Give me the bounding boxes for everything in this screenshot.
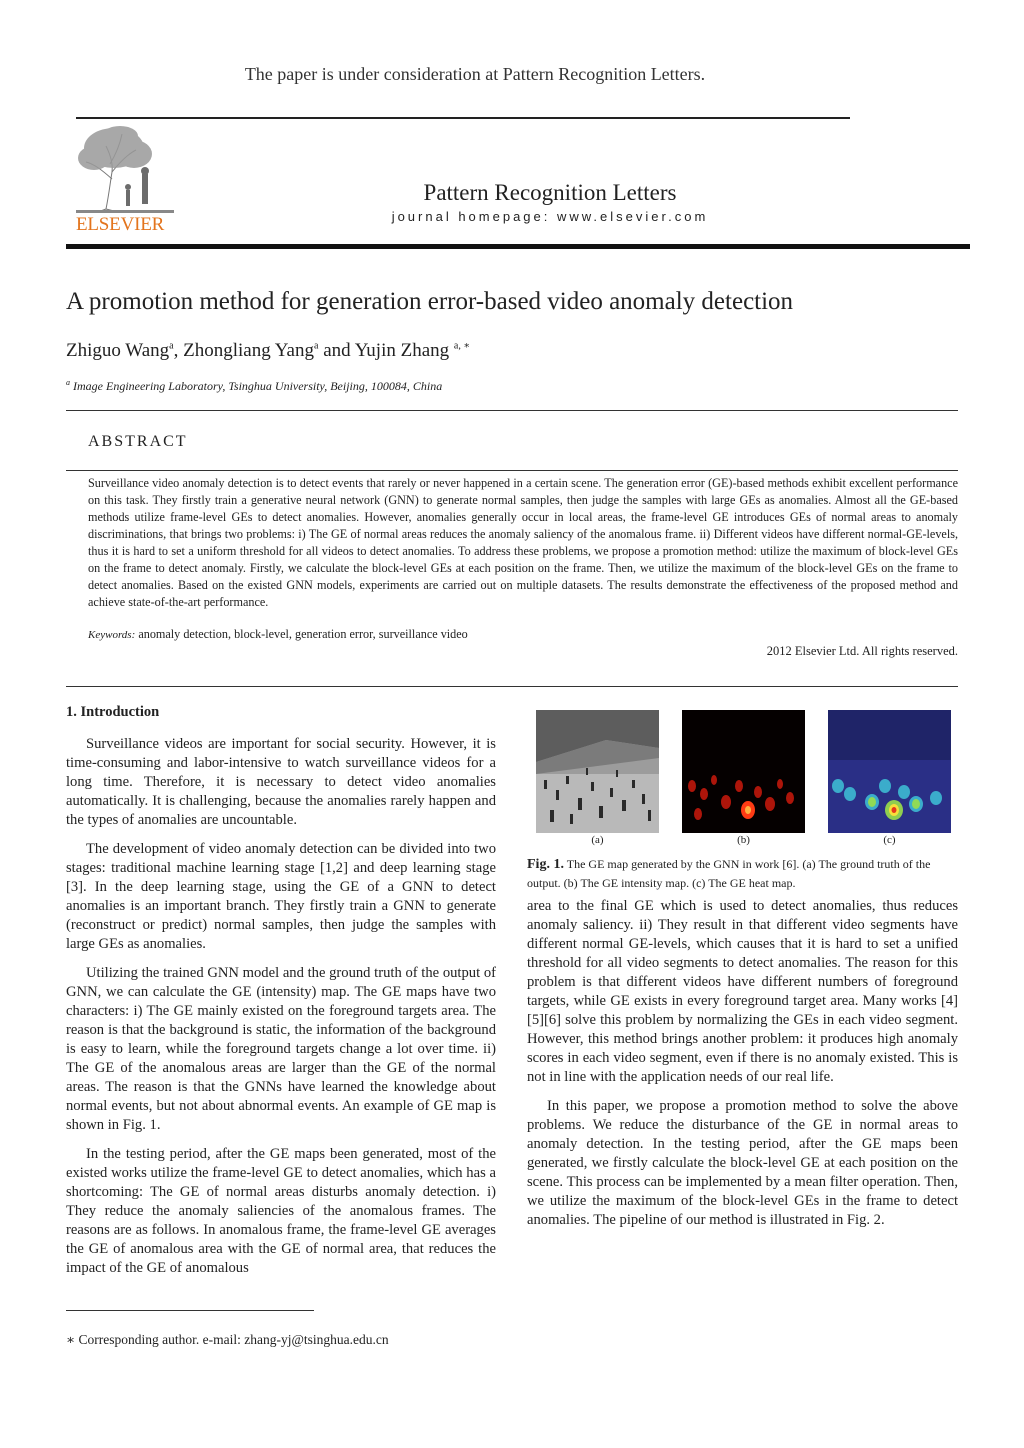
author-list [66,340,470,362]
masthead-rule [66,244,970,249]
figure-caption-label: Fig. 1. [527,857,564,872]
section-heading: 1. Introduction [66,704,160,720]
elsevier-wordmark: ELSEVIER [76,214,165,235]
paragraph: Surveillance videos are important for social security. However, it is time-consuming and labor-intensive to watch surveillance videos for a long time. Therefore, it is necessary to detect video anomalies automatically. It is challenging, because the anomalies rarely happen and the types of anomalies are uncountable. [66,736,496,828]
author-name: Zhiguo Wang [66,340,170,361]
keywords [88,627,468,642]
figure-panel-label: (b) [737,834,750,846]
affiliation-mark: a [66,378,70,387]
paragraph: Utilizing the trained GNN model and the ground truth of the output of GNN, we can calculate the GE (intensity) map. The GE maps have two characters: i) The GE mainly existed on the foreground targets area. The reason is that the background is static, the information of the background is easy to learn, while the foreground targets change a lot over time. ii) The GE of the anomalous areas are larger than the GE of the normal areas. The reason is that the GNNs have learned the knowledge about normal events, but not about abnormal events. An example of GE map is shown in Fig. 1. [66,965,496,1133]
author-name: Zhongliang Yang [183,340,314,361]
paragraph: area to the final GE which is used to detect anomalies, thus reduces anomaly saliency. ii) They result in that different video segments have different normal GE-levels, which causes that it is hard to set a unified threshold for all video segments to detect anomalies. The reason for this problem is that different videos have different numbers of foreground targets, while GE exists in every foreground target area. Many works [4][5][6] solve this problem by normalizing the GEs in each video segment. However, this method brings another problem: it produces high anomaly scores in each video segment, even if there is no anomaly existed. This is not in line with the application needs of our real life. [527,898,958,1085]
figure-caption [527,855,958,892]
divider [66,410,958,411]
abstract-text: Surveillance video anomaly detection is to detect events that rarely or never happened in a certain scene. The generation error (GE)-based methods exhibit excellent performance on this task. They firstly train a generative neural network (GNN) to generate normal samples, then judge the samples with large GEs as anomalies. Almost all the GE-based methods utilize frame-level GEs to detect anomalies. However, anomalies generally occur in local areas, the frame-level GE introduces GEs of normal areas to anomaly discriminations, that brings two problems: i) The GE of normal areas reduces the anomaly saliency of the anomalous frame. ii) Different videos have different normal-GE-levels, thus it is hard to set a uniform threshold for all videos to detect anomalies. To address these problems, we propose a promotion method: utilize the maximum of block-level GEs on the frame to detect anomaly. Firstly, we calculate the block-level GEs at each position on the frame. Then, we utilize the maximum of the block-level GEs on the frame to detect anomalies. Based on the existed GNN models, experiments are carried out on multiple datasets. The results demonstrate the effectiveness of the proposed method and achieve state-of-the-art performance. [88,476,958,609]
paper-title: A promotion method for generation error-based video anomaly detection [66,288,794,315]
figure-panel-ge-intensity [682,710,805,833]
author-separator: , [173,340,184,361]
paragraph: The development of video anomaly detection can be divided into two stages: traditional machine learning stage [1,2] and deep learning stage [3]. In the deep learning stage, using the GE of a GNN to detect anomalies is an important branch. They firstly train a GNN to generate (reconstruct or predict) normal samples, then judge the samples with large GEs as anomalies. [66,841,496,952]
divider [66,686,958,687]
author-separator: and [318,340,355,361]
journal-name: Pattern Recognition Letters [423,180,677,205]
author-affil-mark: a, ∗ [453,340,471,352]
right-column [527,897,958,1240]
figure-panel-label: (c) [883,834,896,846]
figure-panel-ground-truth [536,710,659,833]
author-affil-mark: a [314,340,319,352]
header-rule [76,117,850,119]
figure-panel-ge-heatmap [828,710,951,833]
corresponding-author-footnote: ∗ Corresponding author. e-mail: zhang-yj@tsinghua.edu.cn [66,1332,389,1347]
author-name: Yujin Zhang [354,340,450,361]
left-column [66,735,496,1288]
keywords-label: Keywords: [88,629,136,641]
consideration-note: The paper is under consideration at Pattern Recognition Letters. [244,64,706,84]
journal-homepage[interactable]: journal homepage: www.elsevier.com [391,209,709,224]
paragraph: In the testing period, after the GE maps been generated, most of the existed works utilize the frame-level GE to detect anomalies, which has a shortcoming: The GE of normal areas disturbs anomaly detection. i) They reduce the anomaly saliencies of the anomalous frames. The reasons are as follows. In anomalous frame, the frame-level GE averages the GE of anomalous area with the GE of normal area, that reduces the impact of the GE of anomalous [66,1146,496,1276]
copyright: 2012 Elsevier Ltd. All rights reserved. [766,644,958,658]
abstract-heading: ABSTRACT [88,433,188,450]
affiliation-text: Image Engineering Laboratory, Tsinghua University, Beijing, 100084, China [73,379,443,393]
figure-caption-text: The GE map generated by the GNN in work [6]. (a) The ground truth of the output. (b) The GE intensity map. (c) The GE heat map. [527,857,931,890]
author-affil-mark: a [169,340,174,352]
figure-panel-label: (a) [591,834,604,846]
paragraph: In this paper, we propose a promotion method to solve the above problems. We reduce the disturbance of the GE in normal areas to anomaly detection. In the testing period, after the GE maps been generated, we firstly calculate the block-level GE at each position on the scene. This process can be implemented by a mean filter operation. Then, we utilize the maximum of the block-level GEs in the frame to detect anomalies. The pipeline of our method is illustrated in Fig. 2. [527,1098,958,1228]
footnote-rule [66,1310,314,1311]
divider [66,470,958,471]
keywords-list: anomaly detection, block-level, generation error, surveillance video [138,627,468,641]
affiliation [66,378,442,394]
